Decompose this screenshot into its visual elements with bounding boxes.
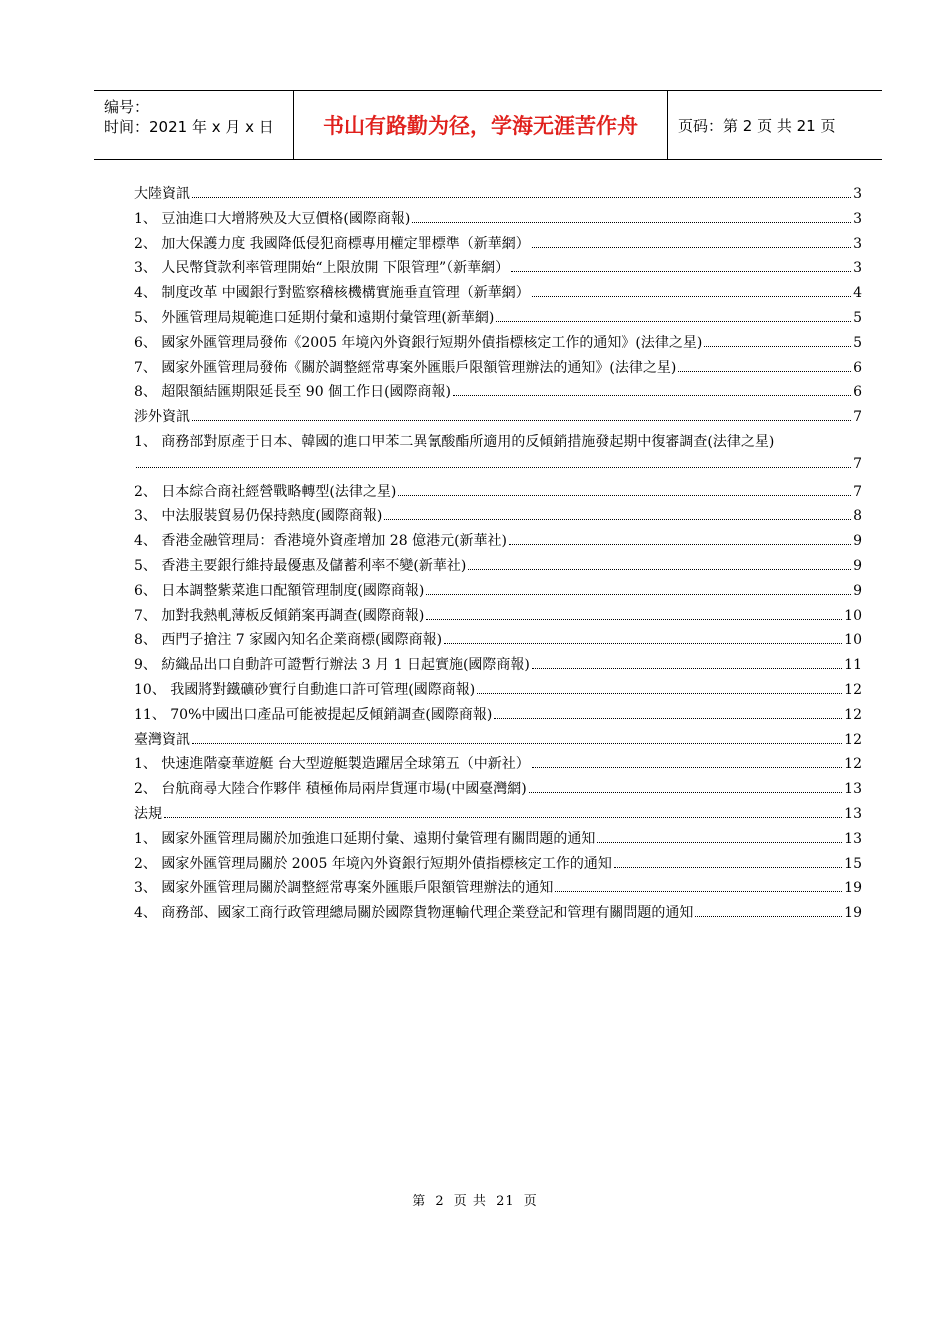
toc-entry[interactable]	[134, 530, 862, 555]
header-time-label: 时间：2021 年 x 月 x 日	[104, 118, 274, 136]
toc-entry-page: 19	[844, 905, 862, 922]
toc-entry-page: 12	[844, 731, 862, 748]
footer-page: 2	[435, 1194, 445, 1209]
toc-entry[interactable]	[134, 183, 862, 208]
toc-entry[interactable]	[134, 233, 862, 258]
toc-entry-page: 10	[844, 607, 862, 624]
toc-entry-title: 2、 日本綜合商社經營戰略轉型(法律之星)	[134, 483, 397, 500]
toc-entry-page: 5	[853, 334, 862, 351]
toc-entry-page: 12	[844, 681, 862, 698]
toc-entry-title: 3、 國家外匯管理局關於調整經常專案外匯賬戶限額管理辦法的通知	[134, 880, 554, 897]
toc-entry-leader	[614, 867, 842, 868]
toc-entry-leader	[555, 891, 842, 892]
toc-entry-title: 5、 香港主要銀行維持最優惠及儲蓄利率不變(新華社)	[134, 557, 467, 574]
toc-entry-leader	[468, 569, 851, 570]
toc-entry[interactable]	[134, 208, 862, 233]
toc-entry-page: 7	[853, 455, 862, 472]
toc-entry-page: 13	[844, 830, 862, 847]
toc-entry[interactable]	[134, 406, 862, 431]
toc-entry-title: 1、 商務部對原產于日本、韓國的進口甲苯二異氰酸酯所適用的反傾銷措施發起期中復審調查(法律之星)	[134, 433, 775, 450]
toc-entry[interactable]	[134, 704, 862, 729]
toc-entry-page: 10	[844, 632, 862, 649]
toc-entry-page: 7	[853, 483, 862, 500]
toc-entry-title: 法規	[134, 805, 162, 822]
toc-entry[interactable]	[134, 257, 862, 282]
toc-entry-leader	[384, 519, 851, 520]
toc-entry-leader	[678, 371, 851, 372]
toc-entry[interactable]	[134, 481, 862, 506]
footer-prefix: 第	[412, 1194, 427, 1209]
toc-entry-title: 3、 中法服裝貿易仍保持熱度(國際商報)	[134, 508, 383, 525]
toc-entry-leader	[444, 643, 842, 644]
toc-entry[interactable]	[134, 654, 862, 679]
toc-entry-title: 2、 加大保護力度 我國降低侵犯商標專用權定罪標準（新華網）	[134, 235, 530, 252]
page-footer	[0, 1190, 950, 1209]
toc-entry-leader	[426, 619, 842, 620]
toc-entry[interactable]	[134, 332, 862, 357]
toc-entry[interactable]	[134, 555, 862, 580]
toc-entry[interactable]	[134, 381, 862, 406]
toc-entry[interactable]	[134, 902, 862, 927]
footer-total: 21	[496, 1194, 515, 1209]
toc-entry[interactable]	[134, 629, 862, 654]
toc-entry-title: 6、 日本調整紫菜進口配額管理制度(國際商報)	[134, 582, 425, 599]
toc-entry-leader	[529, 792, 842, 793]
toc-entry-leader	[532, 767, 842, 768]
toc-entry-page: 9	[853, 533, 862, 550]
toc-entry-page: 12	[844, 756, 862, 773]
toc-entry[interactable]	[134, 282, 862, 307]
footer-mid: 页 共	[453, 1194, 487, 1209]
toc-entry-title: 1、 國家外匯管理局關於加強進口延期付彙、遠期付彙管理有關問題的通知	[134, 830, 596, 847]
toc-entry-leader	[412, 222, 851, 223]
toc-entry[interactable]	[134, 803, 862, 828]
toc-entry-page: 9	[853, 582, 862, 599]
toc-entry[interactable]	[134, 853, 862, 878]
toc-entry-title: 大陸資訊	[134, 186, 190, 202]
toc-entry-leader	[398, 495, 851, 496]
toc-entry-page: 12	[844, 706, 862, 723]
toc-entry-title: 2、 台航商尋大陸合作夥伴 積極佈局兩岸貨運市場(中國臺灣網)	[134, 781, 527, 798]
header-page-label: 页码：第 2 页 共 21 页	[678, 116, 836, 135]
toc-entry-leader	[496, 321, 851, 322]
toc-entry-leader	[695, 916, 842, 917]
toc-entry-page: 9	[853, 557, 862, 574]
toc-entry-page: 13	[844, 805, 862, 822]
toc-entry[interactable]	[134, 431, 862, 456]
toc-entry-leader	[164, 817, 842, 818]
toc-entry-leader	[477, 693, 842, 694]
toc-entry[interactable]	[134, 877, 862, 902]
toc-entry-title: 11、 70%中國出口產品可能被提起反傾銷調查(國際商報)	[134, 706, 493, 723]
header-meta	[94, 91, 294, 159]
toc-entry-page: 5	[853, 309, 862, 326]
toc-entry-title: 4、 制度改革 中國銀行對監察稽核機構實施垂直管理（新華網）	[134, 285, 530, 302]
toc-entry[interactable]	[134, 456, 862, 481]
header-number-label: 编号：	[104, 98, 150, 116]
toc-entry-title: 4、 商務部、國家工商行政管理總局關於國際貨物運輸代理企業登記和管理有關問題的通知	[134, 905, 694, 922]
toc-entry-page: 13	[844, 781, 862, 798]
toc-entry-title: 1、 豆油進口大增將殃及大豆價格(國際商報)	[134, 210, 411, 227]
toc-entry-title: 4、 香港金融管理局：香港境外資產增加 28 億港元(新華社)	[134, 533, 507, 550]
toc-entry-title: 臺灣資訊	[134, 731, 190, 748]
toc-entry[interactable]	[134, 729, 862, 754]
toc-entry-leader	[511, 271, 851, 272]
toc-entry-leader	[532, 296, 851, 297]
toc-entry-page: 6	[853, 384, 862, 401]
toc-entry-leader	[509, 544, 851, 545]
table-of-contents	[134, 183, 862, 927]
toc-entry-page: 3	[853, 260, 862, 277]
toc-entry-title: 10、 我國將對鐵礦砂實行自動進口許可管理(國際商報)	[134, 681, 476, 698]
toc-entry-leader	[426, 594, 851, 595]
toc-entry[interactable]	[134, 753, 862, 778]
toc-entry-title: 涉外資訊	[134, 409, 190, 426]
toc-entry-leader	[532, 247, 851, 248]
toc-entry-title: 3、 人民幣貸款利率管理開始“上限放開 下限管理”（新華網）	[134, 260, 510, 277]
toc-entry-leader	[136, 467, 851, 468]
toc-entry-page: 8	[853, 508, 862, 525]
toc-entry-leader	[532, 668, 842, 669]
toc-entry-page: 19	[844, 880, 862, 897]
toc-entry-title: 7、 國家外匯管理局發佈《關於調整經常專案外匯賬戶限額管理辦法的通知》(法律之星)	[134, 359, 677, 376]
footer-suffix: 页	[523, 1194, 538, 1209]
toc-entry-title: 7、 加對我熱軋薄板反傾銷案再調查(國際商報)	[134, 607, 425, 624]
toc-entry-leader	[453, 395, 851, 396]
toc-entry-page: 3	[853, 210, 862, 227]
toc-entry-title: 6、 國家外匯管理局發佈《2005 年境內外資銀行短期外債指標核定工作的通知》(法律之星)	[134, 334, 703, 351]
toc-entry[interactable]	[134, 580, 862, 605]
toc-entry[interactable]	[134, 505, 862, 530]
toc-entry-leader	[192, 420, 851, 421]
toc-entry-page: 7	[853, 409, 862, 426]
toc-entry-page: 6	[853, 359, 862, 376]
header-motto: 书山有路勤为径，学海无涯苦作舟	[294, 91, 668, 159]
toc-entry-page: 15	[844, 855, 862, 872]
toc-entry-leader	[494, 718, 842, 719]
toc-entry[interactable]	[134, 778, 862, 803]
toc-entry-title: 9、 紡織品出口自動許可證暫行辦法 3 月 1 日起實施(國際商報)	[134, 657, 530, 674]
toc-entry-page: 11	[844, 657, 862, 674]
toc-entry-leader	[192, 197, 851, 198]
toc-entry-leader	[597, 842, 842, 843]
toc-entry-title: 8、 超限額結匯期限延長至 90 個工作日(國際商報)	[134, 384, 451, 401]
toc-entry-title: 1、 快速進階豪華遊艇 台大型遊艇製造躍居全球第五（中新社）	[134, 756, 530, 773]
toc-entry-page: 4	[853, 285, 862, 302]
toc-entry[interactable]	[134, 605, 862, 630]
toc-entry[interactable]	[134, 357, 862, 382]
toc-entry[interactable]	[134, 307, 862, 332]
toc-entry[interactable]	[134, 679, 862, 704]
toc-entry-leader	[192, 743, 842, 744]
toc-entry-leader	[704, 346, 851, 347]
toc-entry-title: 5、 外匯管理局規範進口延期付彙和遠期付彙管理(新華網)	[134, 309, 495, 326]
toc-entry-page: 3	[853, 235, 862, 252]
page-header	[94, 90, 882, 160]
toc-entry[interactable]	[134, 828, 862, 853]
toc-entry-page: 3	[853, 186, 862, 202]
toc-entry-title: 8、 西門子搶注 7 家國內知名企業商標(國際商報)	[134, 632, 443, 649]
toc-entry-title: 2、 國家外匯管理局關於 2005 年境內外資銀行短期外債指標核定工作的通知	[134, 855, 612, 872]
